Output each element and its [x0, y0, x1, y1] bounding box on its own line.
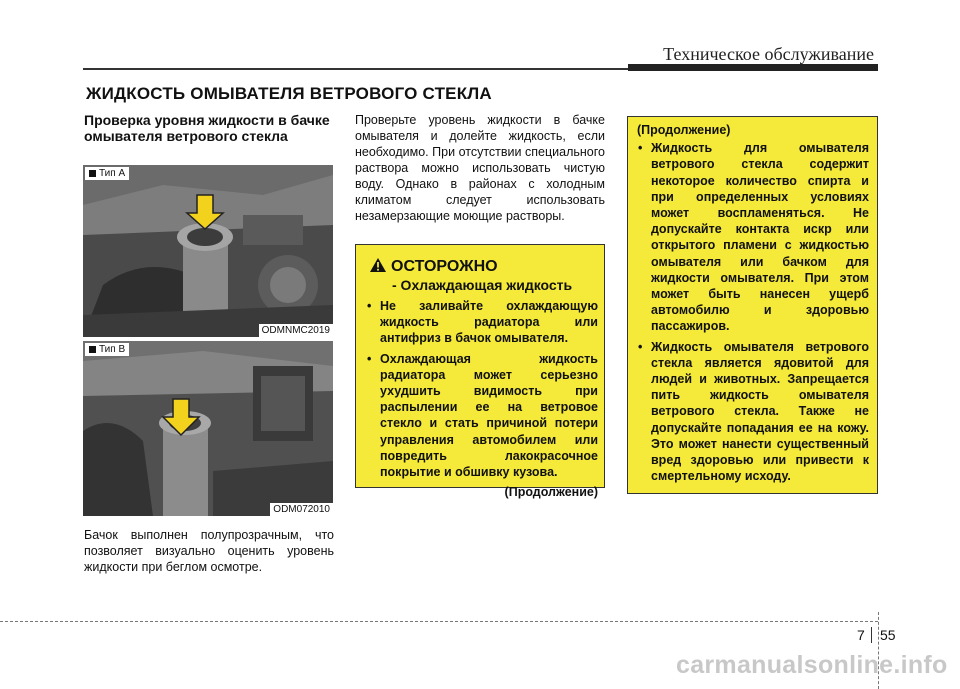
chapter-number: 7 — [857, 627, 865, 643]
bullet-square-icon — [89, 346, 96, 353]
warning-subtitle: - Охлаждающая жидкость — [392, 277, 573, 293]
bullet-square-icon — [89, 170, 96, 177]
figure-b-type-label: Тип B — [85, 343, 129, 356]
engine-photo-a — [83, 165, 333, 337]
figure-a-code: ODMNMC2019 — [259, 324, 333, 337]
watermark: carmanualsonline.info — [676, 651, 948, 679]
header-title: Техническое обслуживание — [663, 44, 874, 64]
footer-line — [0, 621, 878, 622]
warning-title: ОСТОРОЖНО — [391, 258, 498, 275]
header-bar — [628, 64, 878, 71]
warning-triangle-icon — [369, 257, 387, 273]
figure-type-a — [83, 165, 333, 337]
warning-continued: (Продолжение) — [504, 485, 598, 500]
figure-a-type-label: Тип А — [85, 167, 129, 180]
warning-bullets — [366, 298, 598, 500]
list-item: • Охлаждающая жидкость радиатора может серьезно ухудшить видимость при распылении ее на ветровое стекло и стать причиной потери управления автомобилем или повредить лакокрасочное покрытие и обшивку кузова. — [367, 351, 598, 480]
subhead: Проверка уровня жидкости в бачке омывателя ветрового стекла — [84, 112, 330, 144]
continued-box — [627, 116, 878, 494]
figure-caption: Бачок выполнен полупрозрачным, что позволяет визуально оценить уровень жидкости при беглом осмотре. — [84, 528, 334, 574]
engine-photo-b — [83, 341, 333, 516]
figure-b-code: ODM072010 — [270, 503, 333, 516]
section-title: ЖИДКОСТЬ ОМЫВАТЕЛЯ ВЕТРОВОГО СТЕКЛА — [86, 84, 492, 103]
figure-type-b — [83, 341, 333, 516]
page-number: 55 — [880, 627, 896, 643]
middle-paragraph: Проверьте уровень жидкости в бачке омывателя и долейте жидкость, если необходимо. При отсутствии специального раствора можно использовать чистую воду. Однако в районах с холодным климатом следует использовать незамерзающие моющие растворы. — [355, 113, 605, 223]
list-item: • Жидкость омывателя ветрового стекла является ядовитой для людей и животных. Запрещается пить жидкость омывателя ветрового стекла. Также не допускайте попадания ее на кожу. Это может нанести существенный вред здоровью или привести к смертельному исходу. — [638, 339, 869, 484]
list-item: • Не заливайте охлаждающую жидкость радиатора или антифриз в бачок омывателя. — [367, 299, 598, 346]
continued-head: (Продолжение) — [637, 123, 731, 137]
warning-box — [355, 244, 605, 500]
list-item: • Жидкость для омывателя ветрового стекла содержит некоторое количество спирта и при определенных условиях может воспламеняться. Не допускайте контакта искр или открытого пламени с жидкостью омывателя или бачком для жидкости омывателя. При этом может быть нанесен ущерб автомобилю и здоровью пассажиров. — [638, 141, 869, 334]
warning-heading — [369, 257, 498, 276]
page-separator — [871, 627, 872, 643]
header-line — [83, 68, 633, 70]
